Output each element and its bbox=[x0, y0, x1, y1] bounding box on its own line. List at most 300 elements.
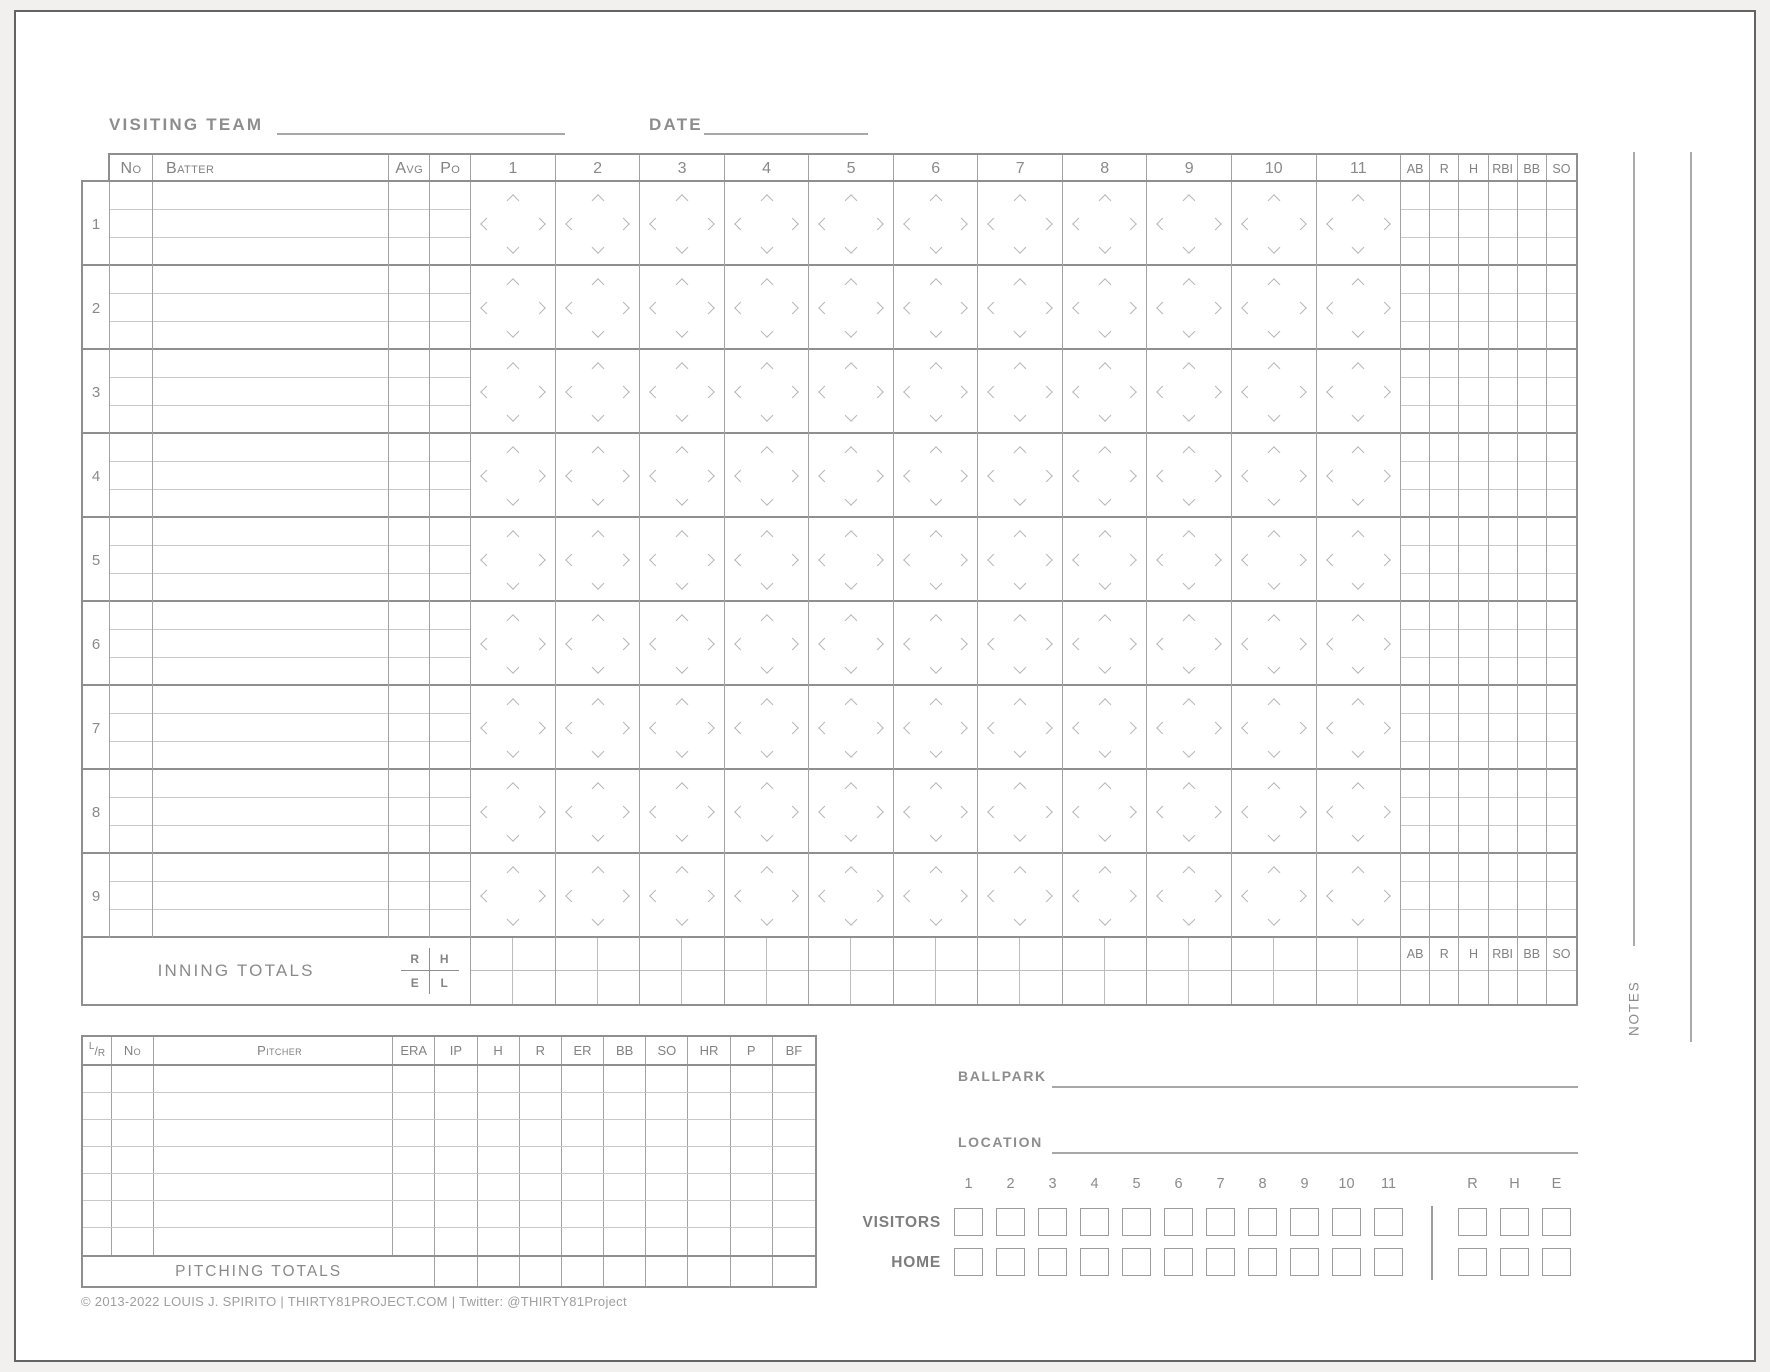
batter-stat-cell[interactable] bbox=[1459, 378, 1487, 406]
inning-total-quadrant[interactable] bbox=[725, 938, 767, 971]
batter-stat-cell[interactable] bbox=[1489, 182, 1517, 210]
pitcher-stat-cell[interactable] bbox=[604, 1093, 646, 1119]
pitcher-stat-cell[interactable] bbox=[646, 1147, 688, 1173]
batter-stat-cell[interactable] bbox=[1401, 350, 1429, 378]
inning-scoring-cell[interactable] bbox=[725, 266, 810, 350]
inning-total-quadrant[interactable] bbox=[471, 971, 513, 1004]
batter-stat-cell[interactable] bbox=[1547, 350, 1576, 378]
inning-scoring-cell[interactable] bbox=[1232, 686, 1317, 770]
inning-total-quadrant[interactable] bbox=[1063, 971, 1105, 1004]
pitcher-lr-cell[interactable] bbox=[83, 1120, 112, 1146]
inning-total-quadrant[interactable] bbox=[809, 938, 851, 971]
batter-stat-cell[interactable] bbox=[1459, 518, 1487, 546]
visitors-inning-box[interactable] bbox=[1038, 1208, 1067, 1236]
batter-name-cell[interactable] bbox=[153, 574, 388, 602]
batter-stat-cell[interactable] bbox=[1430, 798, 1458, 826]
batter-stat-cell[interactable] bbox=[1518, 322, 1546, 350]
batter-stat-cell[interactable] bbox=[1430, 238, 1458, 266]
batter-number-cell[interactable] bbox=[110, 630, 152, 658]
batter-number-cell[interactable] bbox=[110, 378, 152, 406]
batter-name-cell[interactable] bbox=[153, 490, 388, 518]
batter-stat-cell[interactable] bbox=[1489, 266, 1517, 294]
batter-stat-cell[interactable] bbox=[1459, 266, 1487, 294]
visitors-rhe-box[interactable] bbox=[1500, 1208, 1529, 1236]
pitcher-stat-cell[interactable] bbox=[478, 1093, 520, 1119]
batter-stat-cell[interactable] bbox=[1518, 686, 1546, 714]
inning-scoring-cell[interactable] bbox=[1317, 854, 1402, 938]
batter-number-cell[interactable] bbox=[110, 490, 152, 518]
batter-stat-cell[interactable] bbox=[1459, 294, 1487, 322]
pitcher-stat-cell[interactable] bbox=[773, 1174, 815, 1200]
batter-stat-cell[interactable] bbox=[1430, 630, 1458, 658]
pitcher-stat-cell[interactable] bbox=[520, 1147, 562, 1173]
inning-scoring-cell[interactable] bbox=[894, 350, 979, 434]
batter-stat-cell[interactable] bbox=[1518, 602, 1546, 630]
pitcher-stat-cell[interactable] bbox=[688, 1066, 730, 1092]
batter-stat-cell[interactable] bbox=[1401, 182, 1429, 210]
pitcher-stat-cell[interactable] bbox=[731, 1120, 773, 1146]
batter-number-cell[interactable] bbox=[110, 714, 152, 742]
batter-stat-cell[interactable] bbox=[1518, 378, 1546, 406]
batter-name-cell[interactable] bbox=[153, 434, 388, 462]
home-inning-box[interactable] bbox=[954, 1248, 983, 1276]
batter-number-cell[interactable] bbox=[110, 434, 152, 462]
batter-stat-cell[interactable] bbox=[1401, 434, 1429, 462]
batter-avg-cell[interactable] bbox=[389, 266, 429, 294]
batter-name-cell[interactable] bbox=[153, 910, 388, 938]
inning-scoring-cell[interactable] bbox=[978, 686, 1063, 770]
inning-total-quadrant[interactable] bbox=[725, 971, 767, 1004]
batter-stat-cell[interactable] bbox=[1459, 742, 1487, 770]
inning-scoring-cell[interactable] bbox=[1063, 602, 1148, 686]
batter-avg-cell[interactable] bbox=[389, 434, 429, 462]
inning-scoring-cell[interactable] bbox=[809, 350, 894, 434]
inning-scoring-cell[interactable] bbox=[1063, 182, 1148, 266]
pitcher-stat-cell[interactable] bbox=[520, 1228, 562, 1255]
inning-scoring-cell[interactable] bbox=[894, 182, 979, 266]
inning-scoring-cell[interactable] bbox=[1317, 518, 1402, 602]
inning-scoring-cell[interactable] bbox=[471, 434, 556, 518]
pitcher-stat-cell[interactable] bbox=[393, 1174, 435, 1200]
visitors-inning-box[interactable] bbox=[1122, 1208, 1151, 1236]
pitcher-stat-cell[interactable] bbox=[435, 1147, 477, 1173]
batter-stat-cell[interactable] bbox=[1518, 182, 1546, 210]
batter-stat-cell[interactable] bbox=[1430, 826, 1458, 854]
batter-stat-cell[interactable] bbox=[1489, 686, 1517, 714]
batter-stat-cell[interactable] bbox=[1489, 490, 1517, 518]
pitcher-stat-cell[interactable] bbox=[773, 1093, 815, 1119]
batter-name-cell[interactable] bbox=[153, 714, 388, 742]
pitcher-stat-cell[interactable] bbox=[435, 1201, 477, 1227]
batter-stat-cell[interactable] bbox=[1401, 658, 1429, 686]
pitcher-stat-cell[interactable] bbox=[435, 1174, 477, 1200]
inning-scoring-cell[interactable] bbox=[1063, 770, 1148, 854]
totals-stat-cell[interactable] bbox=[1547, 971, 1576, 1004]
batter-avg-cell[interactable] bbox=[389, 686, 429, 714]
batter-stat-cell[interactable] bbox=[1459, 546, 1487, 574]
inning-scoring-cell[interactable] bbox=[1232, 350, 1317, 434]
batter-stat-cell[interactable] bbox=[1489, 350, 1517, 378]
batter-name-cell[interactable] bbox=[153, 406, 388, 434]
batter-avg-cell[interactable] bbox=[389, 546, 429, 574]
batter-stat-cell[interactable] bbox=[1430, 854, 1458, 882]
inning-total-quadrant[interactable] bbox=[1274, 971, 1316, 1004]
inning-scoring-cell[interactable] bbox=[894, 770, 979, 854]
pitcher-name-cell[interactable] bbox=[154, 1228, 393, 1255]
inning-total-quadrant[interactable] bbox=[894, 971, 936, 1004]
batter-number-cell[interactable] bbox=[110, 798, 152, 826]
inning-scoring-cell[interactable] bbox=[1232, 266, 1317, 350]
inning-total-quadrant[interactable] bbox=[682, 971, 724, 1004]
pitcher-stat-cell[interactable] bbox=[731, 1093, 773, 1119]
inning-scoring-cell[interactable] bbox=[1317, 770, 1402, 854]
batter-number-cell[interactable] bbox=[110, 742, 152, 770]
inning-scoring-cell[interactable] bbox=[471, 854, 556, 938]
batter-avg-cell[interactable] bbox=[389, 910, 429, 938]
inning-scoring-cell[interactable] bbox=[1147, 602, 1232, 686]
batter-number-cell[interactable] bbox=[110, 854, 152, 882]
pitcher-stat-cell[interactable] bbox=[773, 1147, 815, 1173]
pitcher-stat-cell[interactable] bbox=[604, 1201, 646, 1227]
batter-name-cell[interactable] bbox=[153, 350, 388, 378]
batter-number-cell[interactable] bbox=[110, 238, 152, 266]
home-inning-box[interactable] bbox=[1374, 1248, 1403, 1276]
batter-stat-cell[interactable] bbox=[1489, 798, 1517, 826]
batter-stat-cell[interactable] bbox=[1401, 882, 1429, 910]
batter-stat-cell[interactable] bbox=[1401, 630, 1429, 658]
batter-po-cell[interactable] bbox=[430, 518, 470, 546]
inning-total-quadrant[interactable] bbox=[1358, 938, 1400, 971]
pitcher-stat-cell[interactable] bbox=[562, 1147, 604, 1173]
inning-scoring-cell[interactable] bbox=[556, 182, 641, 266]
batter-avg-cell[interactable] bbox=[389, 770, 429, 798]
batter-name-cell[interactable] bbox=[153, 462, 388, 490]
totals-stat-cell[interactable] bbox=[1489, 971, 1517, 1004]
batter-number-cell[interactable] bbox=[110, 350, 152, 378]
batter-number-cell[interactable] bbox=[110, 658, 152, 686]
inning-scoring-cell[interactable] bbox=[556, 686, 641, 770]
batter-name-cell[interactable] bbox=[153, 210, 388, 238]
batter-stat-cell[interactable] bbox=[1518, 798, 1546, 826]
batter-stat-cell[interactable] bbox=[1547, 770, 1576, 798]
inning-scoring-cell[interactable] bbox=[978, 770, 1063, 854]
batter-stat-cell[interactable] bbox=[1430, 658, 1458, 686]
batter-stat-cell[interactable] bbox=[1547, 658, 1576, 686]
inning-total-quadrant[interactable] bbox=[978, 971, 1020, 1004]
batter-stat-cell[interactable] bbox=[1489, 826, 1517, 854]
inning-scoring-cell[interactable] bbox=[471, 350, 556, 434]
pitching-total-cell[interactable] bbox=[604, 1257, 646, 1286]
batter-stat-cell[interactable] bbox=[1547, 182, 1576, 210]
batter-name-cell[interactable] bbox=[153, 686, 388, 714]
inning-scoring-cell[interactable] bbox=[1317, 266, 1402, 350]
batter-stat-cell[interactable] bbox=[1401, 770, 1429, 798]
batter-number-cell[interactable] bbox=[110, 322, 152, 350]
inning-scoring-cell[interactable] bbox=[1232, 602, 1317, 686]
batter-avg-cell[interactable] bbox=[389, 658, 429, 686]
batter-stat-cell[interactable] bbox=[1459, 490, 1487, 518]
batter-stat-cell[interactable] bbox=[1459, 910, 1487, 938]
pitcher-stat-cell[interactable] bbox=[688, 1120, 730, 1146]
inning-scoring-cell[interactable] bbox=[809, 854, 894, 938]
batter-stat-cell[interactable] bbox=[1430, 602, 1458, 630]
inning-total-quadrant[interactable] bbox=[1063, 938, 1105, 971]
batter-stat-cell[interactable] bbox=[1401, 490, 1429, 518]
pitching-total-cell[interactable] bbox=[478, 1257, 520, 1286]
batter-po-cell[interactable] bbox=[430, 602, 470, 630]
batter-number-cell[interactable] bbox=[110, 686, 152, 714]
inning-total-quadrant[interactable] bbox=[809, 971, 851, 1004]
pitcher-stat-cell[interactable] bbox=[393, 1093, 435, 1119]
visitors-inning-box[interactable] bbox=[1332, 1208, 1361, 1236]
inning-scoring-cell[interactable] bbox=[556, 434, 641, 518]
batter-stat-cell[interactable] bbox=[1547, 210, 1576, 238]
visitors-inning-box[interactable] bbox=[954, 1208, 983, 1236]
batter-stat-cell[interactable] bbox=[1430, 406, 1458, 434]
pitcher-stat-cell[interactable] bbox=[478, 1066, 520, 1092]
inning-scoring-cell[interactable] bbox=[640, 350, 725, 434]
batter-name-cell[interactable] bbox=[153, 770, 388, 798]
inning-scoring-cell[interactable] bbox=[1317, 182, 1402, 266]
notes-rule-1[interactable] bbox=[1633, 152, 1635, 946]
pitcher-stat-cell[interactable] bbox=[646, 1066, 688, 1092]
pitcher-stat-cell[interactable] bbox=[604, 1174, 646, 1200]
batter-stat-cell[interactable] bbox=[1430, 490, 1458, 518]
totals-stat-cell[interactable] bbox=[1401, 971, 1429, 1004]
inning-scoring-cell[interactable] bbox=[978, 434, 1063, 518]
batter-po-cell[interactable] bbox=[430, 658, 470, 686]
pitcher-stat-cell[interactable] bbox=[393, 1066, 435, 1092]
inning-scoring-cell[interactable] bbox=[640, 770, 725, 854]
batter-avg-cell[interactable] bbox=[389, 714, 429, 742]
batter-name-cell[interactable] bbox=[153, 322, 388, 350]
pitcher-number-cell[interactable] bbox=[112, 1066, 154, 1092]
pitcher-stat-cell[interactable] bbox=[562, 1174, 604, 1200]
inning-scoring-cell[interactable] bbox=[1147, 686, 1232, 770]
batter-stat-cell[interactable] bbox=[1489, 406, 1517, 434]
inning-scoring-cell[interactable] bbox=[978, 518, 1063, 602]
batter-name-cell[interactable] bbox=[153, 294, 388, 322]
inning-scoring-cell[interactable] bbox=[471, 266, 556, 350]
pitcher-stat-cell[interactable] bbox=[478, 1228, 520, 1255]
inning-scoring-cell[interactable] bbox=[725, 182, 810, 266]
inning-scoring-cell[interactable] bbox=[1147, 350, 1232, 434]
pitcher-stat-cell[interactable] bbox=[688, 1147, 730, 1173]
inning-scoring-cell[interactable] bbox=[640, 518, 725, 602]
batter-number-cell[interactable] bbox=[110, 294, 152, 322]
pitcher-lr-cell[interactable] bbox=[83, 1201, 112, 1227]
inning-scoring-cell[interactable] bbox=[556, 350, 641, 434]
inning-scoring-cell[interactable] bbox=[1063, 266, 1148, 350]
batter-stat-cell[interactable] bbox=[1430, 882, 1458, 910]
pitcher-name-cell[interactable] bbox=[154, 1066, 393, 1092]
batter-stat-cell[interactable] bbox=[1518, 742, 1546, 770]
inning-total-quadrant[interactable] bbox=[1189, 938, 1231, 971]
pitcher-stat-cell[interactable] bbox=[731, 1147, 773, 1173]
pitcher-name-cell[interactable] bbox=[154, 1093, 393, 1119]
totals-stat-cell[interactable] bbox=[1518, 971, 1546, 1004]
pitcher-stat-cell[interactable] bbox=[520, 1093, 562, 1119]
batter-stat-cell[interactable] bbox=[1459, 798, 1487, 826]
batter-stat-cell[interactable] bbox=[1489, 602, 1517, 630]
batter-stat-cell[interactable] bbox=[1459, 854, 1487, 882]
inning-total-quadrant[interactable] bbox=[682, 938, 724, 971]
batter-stat-cell[interactable] bbox=[1430, 518, 1458, 546]
inning-total-quadrant[interactable] bbox=[1020, 971, 1062, 1004]
inning-scoring-cell[interactable] bbox=[809, 602, 894, 686]
inning-scoring-cell[interactable] bbox=[1063, 350, 1148, 434]
batter-stat-cell[interactable] bbox=[1489, 742, 1517, 770]
pitcher-stat-cell[interactable] bbox=[604, 1120, 646, 1146]
pitcher-stat-cell[interactable] bbox=[773, 1066, 815, 1092]
pitcher-stat-cell[interactable] bbox=[393, 1228, 435, 1255]
batter-stat-cell[interactable] bbox=[1518, 770, 1546, 798]
batter-stat-cell[interactable] bbox=[1430, 378, 1458, 406]
pitcher-stat-cell[interactable] bbox=[562, 1201, 604, 1227]
batter-po-cell[interactable] bbox=[430, 546, 470, 574]
pitcher-stat-cell[interactable] bbox=[731, 1066, 773, 1092]
batter-stat-cell[interactable] bbox=[1547, 574, 1576, 602]
inning-scoring-cell[interactable] bbox=[1147, 854, 1232, 938]
batter-stat-cell[interactable] bbox=[1459, 602, 1487, 630]
location-write-line[interactable] bbox=[1052, 1152, 1578, 1154]
totals-stat-cell[interactable] bbox=[1459, 971, 1487, 1004]
visitors-inning-box[interactable] bbox=[1164, 1208, 1193, 1236]
batter-number-cell[interactable] bbox=[110, 910, 152, 938]
inning-total-quadrant[interactable] bbox=[1317, 971, 1359, 1004]
inning-scoring-cell[interactable] bbox=[556, 770, 641, 854]
pitcher-stat-cell[interactable] bbox=[562, 1120, 604, 1146]
batter-stat-cell[interactable] bbox=[1489, 854, 1517, 882]
pitcher-stat-cell[interactable] bbox=[688, 1228, 730, 1255]
pitcher-number-cell[interactable] bbox=[112, 1120, 154, 1146]
pitcher-stat-cell[interactable] bbox=[478, 1201, 520, 1227]
inning-total-quadrant[interactable] bbox=[598, 938, 640, 971]
inning-total-quadrant[interactable] bbox=[1147, 938, 1189, 971]
batter-number-cell[interactable] bbox=[110, 518, 152, 546]
visiting-team-write-line[interactable] bbox=[277, 133, 565, 135]
inning-scoring-cell[interactable] bbox=[1232, 434, 1317, 518]
pitcher-number-cell[interactable] bbox=[112, 1147, 154, 1173]
batter-stat-cell[interactable] bbox=[1518, 406, 1546, 434]
inning-scoring-cell[interactable] bbox=[725, 602, 810, 686]
inning-scoring-cell[interactable] bbox=[1147, 182, 1232, 266]
batter-stat-cell[interactable] bbox=[1459, 714, 1487, 742]
batter-po-cell[interactable] bbox=[430, 882, 470, 910]
inning-scoring-cell[interactable] bbox=[471, 770, 556, 854]
batter-name-cell[interactable] bbox=[153, 266, 388, 294]
pitcher-stat-cell[interactable] bbox=[688, 1093, 730, 1119]
pitcher-lr-cell[interactable] bbox=[83, 1147, 112, 1173]
totals-stat-cell[interactable] bbox=[1430, 971, 1458, 1004]
batter-stat-cell[interactable] bbox=[1401, 406, 1429, 434]
visitors-inning-box[interactable] bbox=[996, 1208, 1025, 1236]
batter-number-cell[interactable] bbox=[110, 266, 152, 294]
pitcher-stat-cell[interactable] bbox=[604, 1228, 646, 1255]
batter-name-cell[interactable] bbox=[153, 826, 388, 854]
inning-total-quadrant[interactable] bbox=[767, 971, 809, 1004]
batter-stat-cell[interactable] bbox=[1489, 434, 1517, 462]
batter-number-cell[interactable] bbox=[110, 182, 152, 210]
pitcher-stat-cell[interactable] bbox=[688, 1174, 730, 1200]
batter-stat-cell[interactable] bbox=[1547, 490, 1576, 518]
batter-stat-cell[interactable] bbox=[1489, 210, 1517, 238]
inning-scoring-cell[interactable] bbox=[894, 602, 979, 686]
batter-stat-cell[interactable] bbox=[1401, 826, 1429, 854]
batter-stat-cell[interactable] bbox=[1518, 546, 1546, 574]
batter-stat-cell[interactable] bbox=[1401, 546, 1429, 574]
batter-avg-cell[interactable] bbox=[389, 574, 429, 602]
batter-stat-cell[interactable] bbox=[1547, 434, 1576, 462]
batter-name-cell[interactable] bbox=[153, 238, 388, 266]
inning-scoring-cell[interactable] bbox=[1063, 854, 1148, 938]
batter-avg-cell[interactable] bbox=[389, 210, 429, 238]
batter-po-cell[interactable] bbox=[430, 350, 470, 378]
batter-stat-cell[interactable] bbox=[1459, 658, 1487, 686]
pitcher-stat-cell[interactable] bbox=[435, 1066, 477, 1092]
inning-scoring-cell[interactable] bbox=[978, 350, 1063, 434]
batter-stat-cell[interactable] bbox=[1459, 630, 1487, 658]
inning-scoring-cell[interactable] bbox=[809, 434, 894, 518]
visitors-inning-box[interactable] bbox=[1206, 1208, 1235, 1236]
batter-stat-cell[interactable] bbox=[1459, 882, 1487, 910]
batter-stat-cell[interactable] bbox=[1518, 826, 1546, 854]
inning-scoring-cell[interactable] bbox=[725, 686, 810, 770]
pitcher-number-cell[interactable] bbox=[112, 1201, 154, 1227]
batter-stat-cell[interactable] bbox=[1430, 294, 1458, 322]
pitcher-number-cell[interactable] bbox=[112, 1228, 154, 1255]
inning-scoring-cell[interactable] bbox=[640, 182, 725, 266]
inning-scoring-cell[interactable] bbox=[978, 182, 1063, 266]
inning-scoring-cell[interactable] bbox=[1147, 266, 1232, 350]
batter-stat-cell[interactable] bbox=[1430, 434, 1458, 462]
inning-scoring-cell[interactable] bbox=[978, 266, 1063, 350]
inning-total-quadrant[interactable] bbox=[978, 938, 1020, 971]
batter-stat-cell[interactable] bbox=[1547, 630, 1576, 658]
batter-po-cell[interactable] bbox=[430, 434, 470, 462]
batter-stat-cell[interactable] bbox=[1518, 490, 1546, 518]
batter-avg-cell[interactable] bbox=[389, 742, 429, 770]
batter-avg-cell[interactable] bbox=[389, 602, 429, 630]
batter-number-cell[interactable] bbox=[110, 770, 152, 798]
batter-po-cell[interactable] bbox=[430, 742, 470, 770]
inning-scoring-cell[interactable] bbox=[809, 686, 894, 770]
batter-stat-cell[interactable] bbox=[1459, 406, 1487, 434]
inning-total-quadrant[interactable] bbox=[1147, 971, 1189, 1004]
batter-stat-cell[interactable] bbox=[1401, 854, 1429, 882]
pitcher-stat-cell[interactable] bbox=[520, 1120, 562, 1146]
inning-total-quadrant[interactable] bbox=[936, 938, 978, 971]
batter-avg-cell[interactable] bbox=[389, 518, 429, 546]
batter-stat-cell[interactable] bbox=[1459, 238, 1487, 266]
batter-po-cell[interactable] bbox=[430, 714, 470, 742]
batter-avg-cell[interactable] bbox=[389, 882, 429, 910]
batter-name-cell[interactable] bbox=[153, 630, 388, 658]
inning-total-quadrant[interactable] bbox=[513, 971, 555, 1004]
batter-stat-cell[interactable] bbox=[1518, 266, 1546, 294]
pitcher-stat-cell[interactable] bbox=[773, 1120, 815, 1146]
batter-stat-cell[interactable] bbox=[1459, 434, 1487, 462]
batter-number-cell[interactable] bbox=[110, 406, 152, 434]
batter-stat-cell[interactable] bbox=[1489, 294, 1517, 322]
batter-name-cell[interactable] bbox=[153, 798, 388, 826]
inning-scoring-cell[interactable] bbox=[556, 854, 641, 938]
batter-stat-cell[interactable] bbox=[1489, 658, 1517, 686]
inning-scoring-cell[interactable] bbox=[471, 182, 556, 266]
inning-scoring-cell[interactable] bbox=[809, 182, 894, 266]
inning-scoring-cell[interactable] bbox=[1317, 434, 1402, 518]
batter-stat-cell[interactable] bbox=[1401, 574, 1429, 602]
